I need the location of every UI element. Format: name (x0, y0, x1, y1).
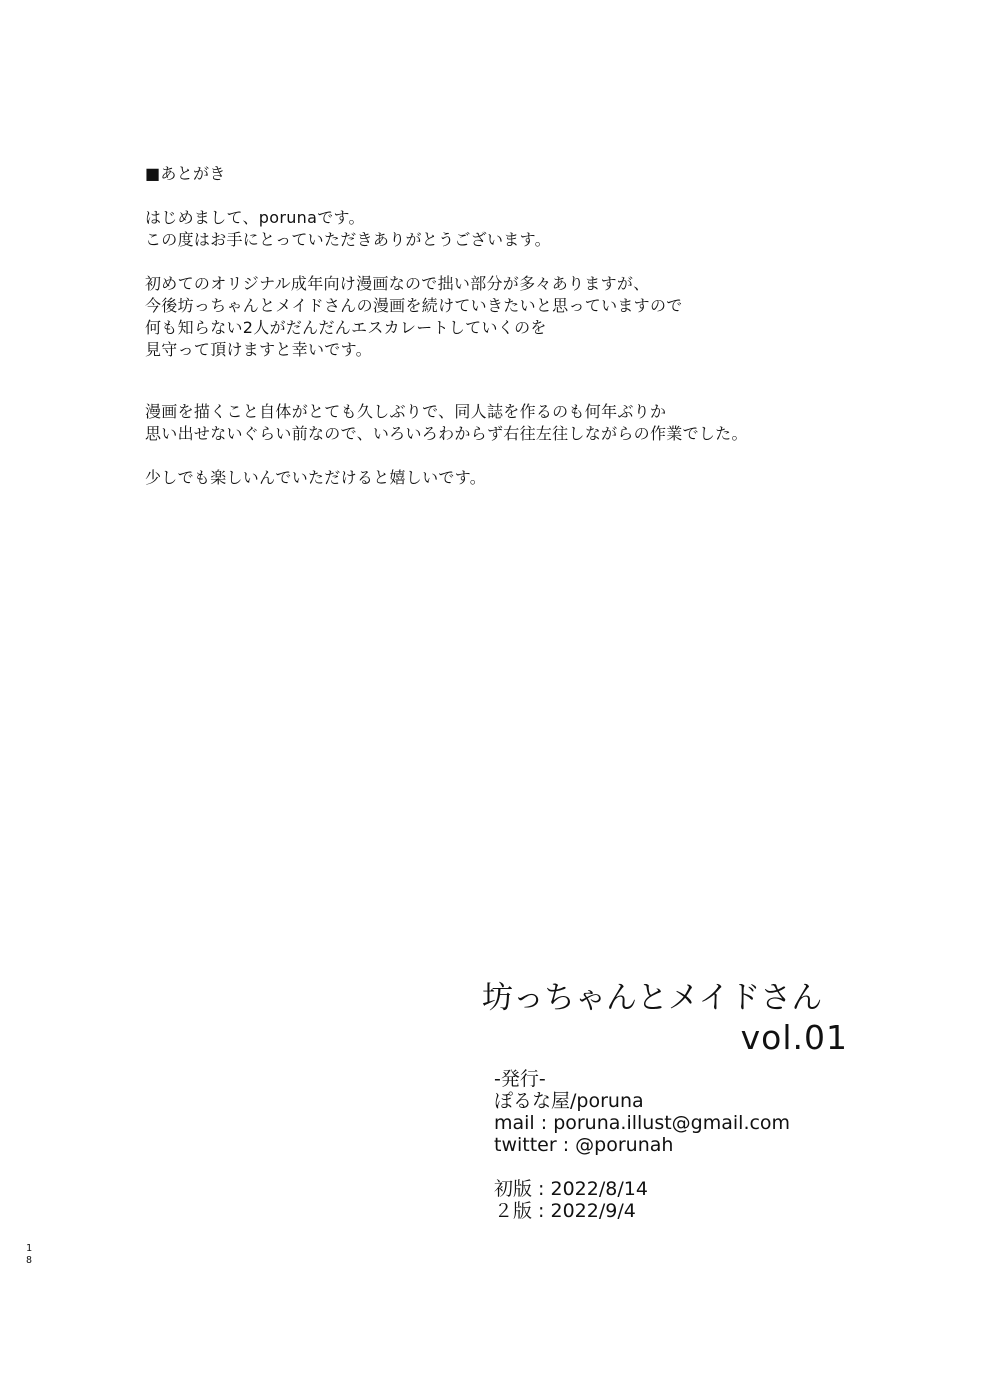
afterword (145, 163, 845, 511)
imprint (494, 1068, 880, 1222)
text-line: この度はお手にとっていただきありがとうございます。 (145, 230, 551, 249)
twitter-contact: twitter : @porunah (494, 1134, 674, 1156)
first-edition-date: 初版 : 2022/8/14 (494, 1178, 648, 1200)
text-line: 思い出せないぐらい前なので、いろいろわからず右往左往しながらの作業でした。 (145, 424, 748, 443)
page-number (24, 1243, 34, 1267)
text-line: 漫画を描くこと自体がとても久しぶりで、同人誌を作るのも何年ぶりか (145, 402, 667, 421)
book-title: 坊っちゃんとメイドさん (482, 980, 823, 1016)
afterword-paragraph (145, 273, 845, 361)
page-number-digit: 8 (25, 1255, 33, 1266)
volume-number: vol.01 (740, 1018, 848, 1057)
afterword-heading: ■あとがき (145, 164, 226, 183)
second-edition-date: ２版 : 2022/9/4 (494, 1200, 636, 1222)
page-number-digit: 1 (25, 1243, 33, 1254)
mail-contact: mail : poruna.illust@gmail.com (494, 1112, 791, 1134)
text-line: 今後坊っちゃんとメイドさんの漫画を続けていきたいと思っていますので (145, 296, 683, 315)
text-line: 見守って頂けますと幸いです。 (145, 340, 372, 359)
afterword-paragraph (145, 467, 845, 489)
afterword-paragraph (145, 401, 845, 445)
text-line: はじめまして、porunaです。 (145, 208, 365, 227)
afterword-paragraph (145, 207, 845, 251)
publisher-label: -発行- (494, 1068, 546, 1090)
text-line: 何も知らない2人がだんだんエスカレートしていくのを (145, 318, 547, 337)
spacer (494, 1156, 880, 1178)
text-line: 初めてのオリジナル成年向け漫画なので拙い部分が多々ありますが、 (145, 274, 650, 293)
publisher-name: ぽるな屋/poruna (494, 1090, 644, 1112)
colophon (480, 978, 880, 1222)
text-line: 少しでも楽しいんでいただけると嬉しいです。 (145, 468, 487, 487)
